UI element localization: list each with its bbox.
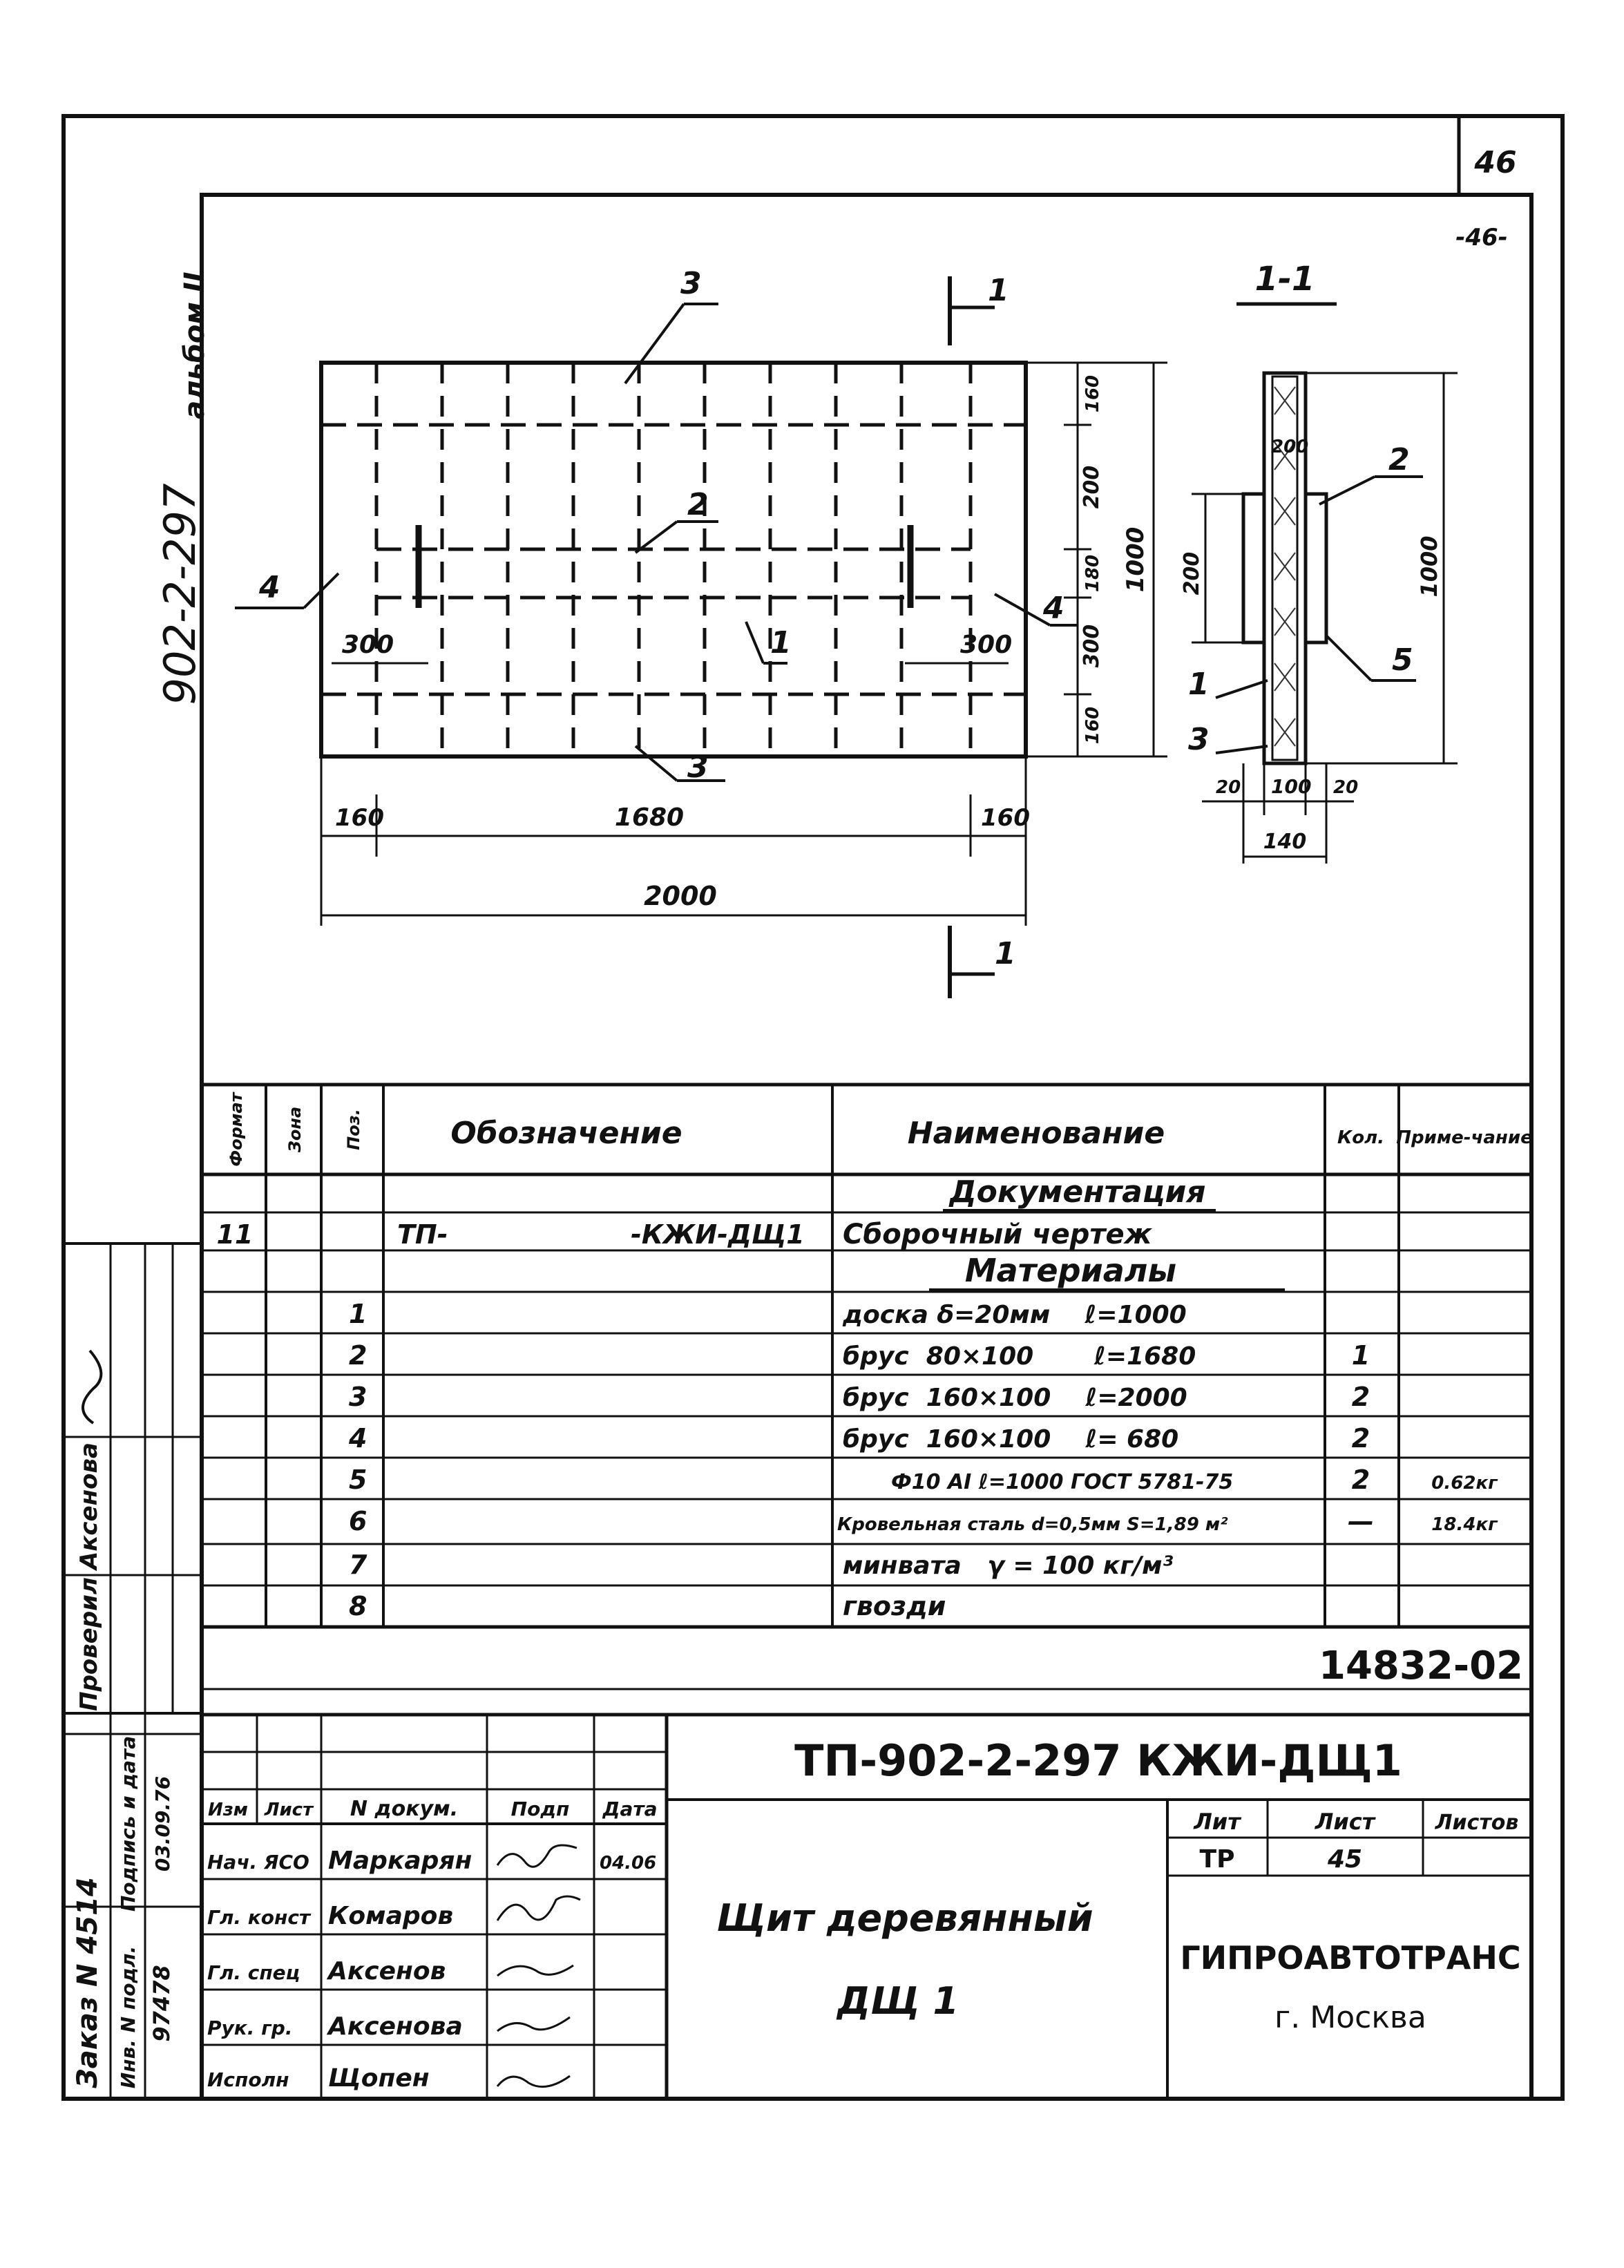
- row-8-note: 18.4кг: [1431, 1514, 1498, 1535]
- header-name: Наименование: [907, 1116, 1165, 1151]
- section-view: [1180, 260, 1458, 864]
- staff-4-name: Щопен: [328, 2064, 430, 2093]
- title-block-code: ТП-902-2-297 КЖИ-ДЩ1: [794, 1735, 1402, 1786]
- staff-3-role: Рук. гр.: [207, 2017, 293, 2039]
- dim-offset-right: 300: [960, 631, 1013, 659]
- callout-3-bottom: 3: [687, 750, 709, 785]
- dim-inner-length: 1680: [614, 803, 685, 832]
- section-title: 1-1: [1254, 260, 1315, 298]
- dim-height-total: 1000: [1122, 526, 1149, 593]
- tb-header-date: Дата: [602, 1798, 658, 1820]
- row-0-name: Документация: [949, 1174, 1206, 1210]
- header-pos: Поз.: [344, 1109, 363, 1150]
- checked-name: Аксенова: [75, 1442, 103, 1570]
- section-mark-bottom: 1: [995, 936, 1016, 971]
- callout-5: 5: [1392, 642, 1413, 678]
- row-4-qty: 1: [1351, 1340, 1370, 1371]
- staff-0-role: Нач. ЯСО: [207, 1851, 309, 1874]
- callout-1-plan: 1: [770, 625, 792, 660]
- title-block: [202, 1715, 1531, 2099]
- row-8-pos: 6: [349, 1506, 367, 1536]
- inv-label: Инв. N подл.: [117, 1945, 140, 2089]
- section-mark-top: 1: [988, 273, 1009, 308]
- tb-header-izm: Изм: [207, 1800, 249, 1820]
- org-city: г. Москва: [1274, 2000, 1426, 2035]
- section-bottom-dim-3: 20: [1333, 777, 1359, 798]
- row-10-name: гвозди: [843, 1591, 946, 1621]
- dim-row-2: 200: [1080, 465, 1104, 509]
- row-9-pos: 7: [349, 1550, 367, 1580]
- sheet-number-top: -46-: [1455, 224, 1508, 251]
- sheets-label: Листов: [1435, 1811, 1519, 1835]
- dim-offset-left: 300: [342, 631, 394, 659]
- tb-header-sign: Подп: [510, 1798, 570, 1820]
- header-note: Приме-чание: [1396, 1127, 1533, 1148]
- dim-row-3: 180: [1082, 554, 1103, 593]
- row-5-qty: 2: [1351, 1382, 1370, 1412]
- title-line-2: ДЩ 1: [837, 1979, 959, 2023]
- row-10-pos: 8: [349, 1591, 367, 1621]
- staff-1-role: Гл. конст: [207, 1906, 311, 1929]
- row-2-name: Материалы: [964, 1252, 1177, 1289]
- row-5-name: брус 160×100 ℓ=2000: [843, 1384, 1187, 1412]
- signatures: [497, 1845, 580, 2087]
- section-height-dim: 1000: [1416, 535, 1442, 598]
- dim-row-4: 300: [1080, 624, 1104, 668]
- album-label: альбом II: [179, 271, 211, 419]
- callout-2-plan: 2: [687, 487, 709, 522]
- plan-view: [235, 266, 1167, 998]
- row-3-name: доска δ=20мм ℓ=1000: [843, 1301, 1187, 1329]
- row-5-pos: 3: [349, 1382, 367, 1412]
- header-designation: Обозначение: [450, 1116, 682, 1151]
- header-qty: Кол.: [1337, 1127, 1385, 1148]
- sheet-value: 45: [1327, 1845, 1363, 1874]
- side-stamps: [64, 1243, 202, 2099]
- row-6-pos: 4: [349, 1423, 367, 1454]
- row-6-qty: 2: [1351, 1423, 1370, 1454]
- album-code: 902-2-297: [155, 483, 205, 705]
- order-label: Заказ N 4514: [72, 1877, 104, 2088]
- row-4-name: брус 80×100 ℓ=1680: [843, 1342, 1196, 1371]
- tb-header-doc: N докум.: [350, 1797, 459, 1821]
- row-7-pos: 5: [349, 1465, 367, 1495]
- dim-overall-length: 2000: [644, 881, 717, 911]
- checked-label: Проверил: [75, 1577, 103, 1711]
- callout-1-section: 1: [1188, 667, 1210, 702]
- sheet-number-box: 46: [1474, 145, 1517, 180]
- staff-2-name: Аксенов: [328, 1957, 446, 1985]
- org-name: ГИПРОАВТОТРАНС: [1180, 1939, 1521, 1976]
- doc-number: 14832-02: [1319, 1643, 1523, 1688]
- callout-4-left: 4: [259, 570, 280, 605]
- section-inner-dim: 200: [1271, 437, 1309, 457]
- staff-4-role: Исполн: [207, 2068, 289, 2091]
- row-8-qty: —: [1348, 1506, 1374, 1536]
- sign-value: 03.09.76: [151, 1775, 174, 1872]
- title-line-1: Щит деревянный: [716, 1896, 1093, 1940]
- section-bottom-dim-1: 20: [1216, 777, 1241, 798]
- row-1-format: 11: [216, 1219, 254, 1250]
- sign-label: Подпись и дата: [117, 1735, 140, 1912]
- row-8-name: Кровельная сталь d=0,5мм S=1,89 м²: [837, 1514, 1228, 1535]
- dim-row-1: 160: [1082, 374, 1103, 413]
- row-7-note: 0.62кг: [1431, 1473, 1498, 1494]
- staff-0-date: 04.06: [600, 1853, 657, 1874]
- section-overall-width: 140: [1263, 830, 1307, 854]
- row-1-name: Сборочный чертеж: [843, 1219, 1152, 1250]
- row-7-qty: 2: [1351, 1465, 1370, 1495]
- row-3-pos: 1: [349, 1299, 367, 1329]
- row-1-designation: ТП- -КЖИ-ДЩ1: [397, 1219, 805, 1250]
- header-format: Формат: [227, 1092, 246, 1167]
- tb-header-list: Лист: [264, 1800, 314, 1820]
- staff-1-name: Комаров: [328, 1902, 454, 1930]
- staff-2-role: Гл. спец: [207, 1961, 300, 1984]
- lit-label: Лит: [1194, 1809, 1241, 1835]
- callout-3: 3: [680, 266, 702, 301]
- staff-0-name: Маркарян: [328, 1847, 472, 1875]
- staff-3-name: Аксенова: [328, 2012, 463, 2041]
- dim-row-5: 160: [1082, 706, 1103, 745]
- spec-table: [202, 1085, 1533, 1627]
- callout-3-section: 3: [1188, 722, 1210, 757]
- header-zone: Зона: [285, 1106, 305, 1153]
- lit-value: ТР: [1199, 1845, 1235, 1874]
- section-bottom-dim-2: 100: [1271, 775, 1312, 798]
- sheet-label: Лист: [1315, 1809, 1375, 1835]
- row-6-name: брус 160×100 ℓ= 680: [843, 1425, 1179, 1454]
- row-7-name: Ф10 АI ℓ=1000 ГОСТ 5781-75: [891, 1470, 1234, 1494]
- dim-end-right: 160: [981, 804, 1030, 832]
- dim-end-left: 160: [335, 804, 384, 832]
- checked-signature: [83, 1351, 101, 1423]
- row-9-name: минвата γ = 100 кг/м³: [843, 1552, 1174, 1580]
- section-bracket-dim: 200: [1180, 551, 1204, 595]
- callout-4-right: 4: [1043, 591, 1064, 626]
- row-4-pos: 2: [349, 1340, 367, 1371]
- callout-2-section: 2: [1388, 442, 1410, 477]
- inv-value: 97478: [149, 1965, 175, 2042]
